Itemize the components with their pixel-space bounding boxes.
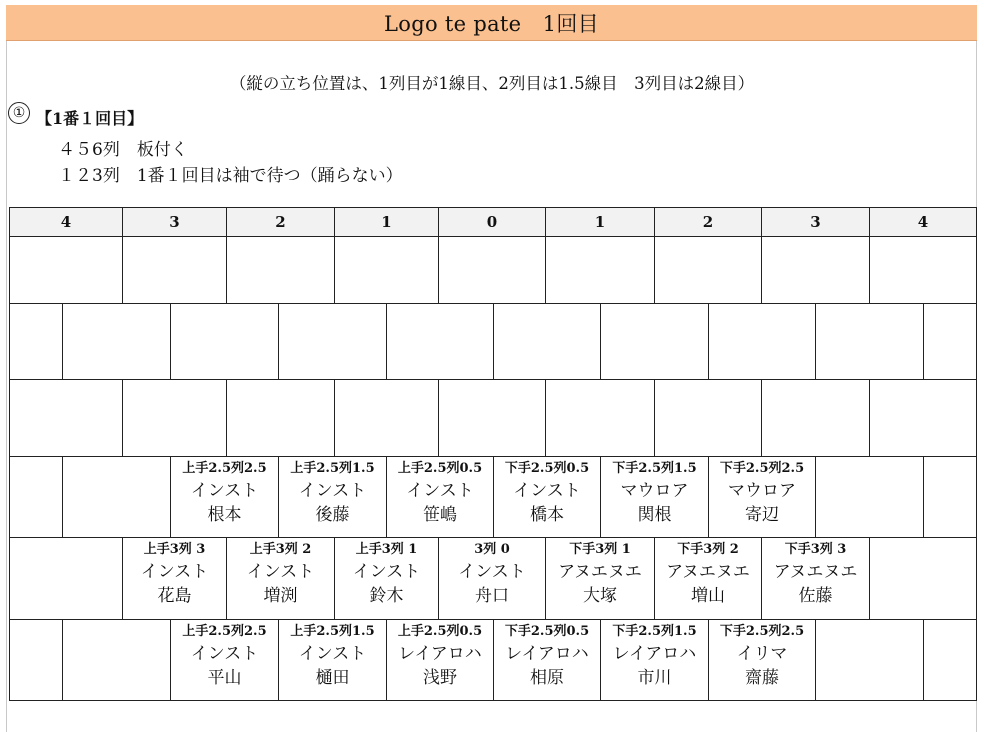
grid-cell[interactable] xyxy=(546,237,655,303)
formation-row-2 xyxy=(9,304,977,380)
dancer-position: 下手3列 1 xyxy=(569,542,631,557)
dancer-cell[interactable] xyxy=(494,620,601,700)
dancer-position: 上手2.5列2.5 xyxy=(182,624,267,639)
dancer-info xyxy=(335,541,438,607)
dancer-group: インスト xyxy=(352,562,421,582)
grid-cell[interactable] xyxy=(870,380,977,456)
column-header-row xyxy=(9,207,977,237)
dancer-cell[interactable] xyxy=(387,457,494,537)
dancer-cell[interactable] xyxy=(335,538,439,619)
dancer-position: 下手3列 3 xyxy=(784,542,847,557)
grid-cell[interactable] xyxy=(335,237,439,303)
instruction-line-1: ４５6列 板付く xyxy=(58,140,188,160)
dancer-name: 佐藤 xyxy=(798,586,833,606)
dancer-position: 下手2.5列2.5 xyxy=(719,624,805,639)
grid-cell[interactable] xyxy=(870,237,977,303)
dancer-name: 大塚 xyxy=(583,586,617,606)
dancer-info xyxy=(494,460,600,526)
dancer-position: 下手3列 2 xyxy=(677,542,739,557)
dancer-position: 下手2.5列0.5 xyxy=(504,461,590,476)
column-header: 4 xyxy=(917,213,929,231)
dancer-position: 上手2.5列1.5 xyxy=(290,461,375,476)
dancer-group: レイアロハ xyxy=(505,644,589,664)
grid-cell[interactable] xyxy=(439,237,546,303)
grid-cell[interactable] xyxy=(870,538,977,619)
dancer-name: 花島 xyxy=(157,586,192,606)
grid-cell[interactable] xyxy=(762,237,870,303)
grid-cell[interactable] xyxy=(10,538,123,619)
dancer-cell[interactable] xyxy=(439,538,546,619)
dancer-info xyxy=(601,460,708,526)
dancer-position: 下手2.5列1.5 xyxy=(612,624,697,639)
dancer-cell[interactable] xyxy=(601,620,709,700)
dancer-cell[interactable] xyxy=(494,457,601,537)
dancer-info xyxy=(171,623,278,689)
grid-cell[interactable] xyxy=(762,380,870,456)
dancer-position: 上手2.5列1.5 xyxy=(290,624,375,639)
dancer-position: 上手2.5列0.5 xyxy=(397,461,483,476)
column-header: 1 xyxy=(546,208,655,236)
dancer-cell[interactable] xyxy=(171,457,279,537)
dancer-name: 根本 xyxy=(207,505,242,525)
dancer-group: インスト xyxy=(298,644,367,664)
grid-cell[interactable] xyxy=(63,457,171,537)
grid-cell[interactable] xyxy=(227,380,335,456)
grid-cell[interactable] xyxy=(123,380,227,456)
dancer-name: 橋本 xyxy=(530,505,564,525)
page-title-text: Logo te pate 1回目 xyxy=(384,11,599,36)
grid-cell[interactable] xyxy=(439,380,546,456)
grid-cell[interactable] xyxy=(227,237,335,303)
dancer-name: 浅野 xyxy=(423,668,457,688)
dancer-group: インスト xyxy=(246,562,315,582)
dancer-info xyxy=(227,541,334,607)
dancer-cell[interactable] xyxy=(546,538,655,619)
dancer-position: 上手3列 3 xyxy=(143,542,206,557)
dancer-cell[interactable] xyxy=(601,457,709,537)
dancer-group: インスト xyxy=(406,481,474,501)
dancer-name: 齋藤 xyxy=(745,668,779,688)
dancer-name: 関根 xyxy=(637,505,672,525)
page-title xyxy=(6,5,977,41)
dancer-group: レイアロハ xyxy=(612,644,697,664)
dancer-info xyxy=(709,623,815,689)
dancer-cell[interactable] xyxy=(123,538,227,619)
dancer-group: マウロア xyxy=(728,481,796,501)
dancer-name: 増渕 xyxy=(263,586,298,606)
dancer-cell[interactable] xyxy=(709,457,816,537)
dancer-group: インスト xyxy=(458,562,526,582)
dancer-cell[interactable] xyxy=(709,620,816,700)
grid-cell[interactable] xyxy=(816,457,924,537)
grid-cell[interactable] xyxy=(171,304,279,379)
dancer-group: アヌエヌエ xyxy=(558,562,642,582)
dancer-info xyxy=(171,460,278,526)
dancer-name: 増山 xyxy=(691,586,725,606)
grid-cell[interactable] xyxy=(924,620,977,700)
dancer-info xyxy=(546,541,654,607)
dancer-group: インスト xyxy=(513,481,581,501)
dancer-name: 後藤 xyxy=(315,505,350,525)
grid-cell[interactable] xyxy=(655,380,762,456)
column-header: 1 xyxy=(335,208,439,236)
dancer-name: 寄辺 xyxy=(745,505,779,525)
dancer-cell[interactable] xyxy=(762,538,870,619)
dancer-info xyxy=(439,541,545,607)
dancer-group: インスト xyxy=(190,481,259,501)
dancer-position: 上手2.5列0.5 xyxy=(397,624,483,639)
dancer-name: 鈴木 xyxy=(369,586,404,606)
dancer-position: 3列 0 xyxy=(474,542,510,557)
dancer-position: 上手3列 1 xyxy=(355,542,418,557)
formation-row-6 xyxy=(9,620,977,701)
grid-cell[interactable] xyxy=(816,304,924,379)
column-header: 2 xyxy=(227,208,335,236)
formation-row-3 xyxy=(9,380,977,457)
dancer-position: 上手2.5列2.5 xyxy=(182,461,267,476)
dancer-group: イリマ xyxy=(736,644,788,664)
dancer-position: 下手2.5列2.5 xyxy=(719,461,805,476)
column-header: 3 xyxy=(123,208,227,236)
grid-cell[interactable] xyxy=(601,304,709,379)
column-header: 2 xyxy=(655,208,762,236)
section-title: 【1番１回目】 xyxy=(36,109,144,128)
grid-cell[interactable] xyxy=(387,304,494,379)
dancer-info xyxy=(762,541,869,607)
grid-cell[interactable] xyxy=(63,304,171,379)
grid-cell[interactable] xyxy=(709,304,816,379)
section-number-badge: ① xyxy=(8,102,30,124)
column-header: 0 xyxy=(439,208,546,236)
dancer-position: 上手3列 2 xyxy=(249,542,312,557)
dancer-name: 相原 xyxy=(530,668,564,688)
column-header: 4 xyxy=(10,208,123,236)
dancer-info xyxy=(279,460,386,526)
dancer-group: アヌエヌエ xyxy=(773,562,858,582)
dancer-info xyxy=(387,460,493,526)
grid-cell[interactable] xyxy=(279,304,387,379)
dancer-name: 平山 xyxy=(207,668,242,688)
grid-cell[interactable] xyxy=(10,237,123,303)
dancer-cell[interactable] xyxy=(387,620,494,700)
dancer-cell[interactable] xyxy=(227,538,335,619)
dancer-info xyxy=(494,623,600,689)
dancer-group: インスト xyxy=(190,644,259,664)
dancer-name: 笹嶋 xyxy=(423,505,457,525)
grid-cell[interactable] xyxy=(10,304,63,379)
dancer-group: インスト xyxy=(298,481,367,501)
formation-row-4 xyxy=(9,457,977,538)
column-header: 3 xyxy=(762,208,870,236)
grid-cell[interactable] xyxy=(123,237,227,303)
grid-cell[interactable] xyxy=(924,304,977,379)
grid-cell[interactable] xyxy=(494,304,601,379)
grid-cell[interactable] xyxy=(10,620,63,700)
dancer-group: アヌエヌエ xyxy=(666,562,750,582)
grid-cell[interactable] xyxy=(10,380,123,456)
instruction-line-2: １２3列 1番１回目は袖で待つ（踊らない） xyxy=(58,166,403,186)
dancer-info xyxy=(601,623,708,689)
dancer-group: マウロア xyxy=(620,481,689,501)
dancer-group: インスト xyxy=(140,562,209,582)
dancer-cell[interactable] xyxy=(171,620,279,700)
dancer-position: 下手2.5列1.5 xyxy=(612,461,697,476)
dancer-cell[interactable] xyxy=(655,538,762,619)
dancer-info xyxy=(279,623,386,689)
grid-cell[interactable] xyxy=(924,457,977,537)
dancer-cell[interactable] xyxy=(279,457,387,537)
position-note: （縦の立ち位置は、1列目が1線目、2列目は1.5線目 3列目は2線目） xyxy=(229,74,755,93)
formation-row-1 xyxy=(9,237,977,304)
dancer-info xyxy=(709,460,815,526)
dancer-position: 下手2.5列0.5 xyxy=(504,624,590,639)
grid-cell[interactable] xyxy=(63,620,171,700)
grid-cell[interactable] xyxy=(335,380,439,456)
dancer-name: 舟口 xyxy=(475,586,509,606)
dancer-info xyxy=(387,623,493,689)
dancer-name: 樋田 xyxy=(315,668,350,688)
grid-cell[interactable] xyxy=(655,237,762,303)
dancer-name: 市川 xyxy=(637,668,672,688)
grid-cell[interactable] xyxy=(816,620,924,700)
grid-cell[interactable] xyxy=(546,380,655,456)
formation-row-5 xyxy=(9,538,977,620)
dancer-info xyxy=(655,541,761,607)
dancer-info xyxy=(123,541,226,607)
dancer-cell[interactable] xyxy=(279,620,387,700)
dancer-group: レイアロハ xyxy=(398,644,482,664)
grid-cell[interactable] xyxy=(10,457,63,537)
